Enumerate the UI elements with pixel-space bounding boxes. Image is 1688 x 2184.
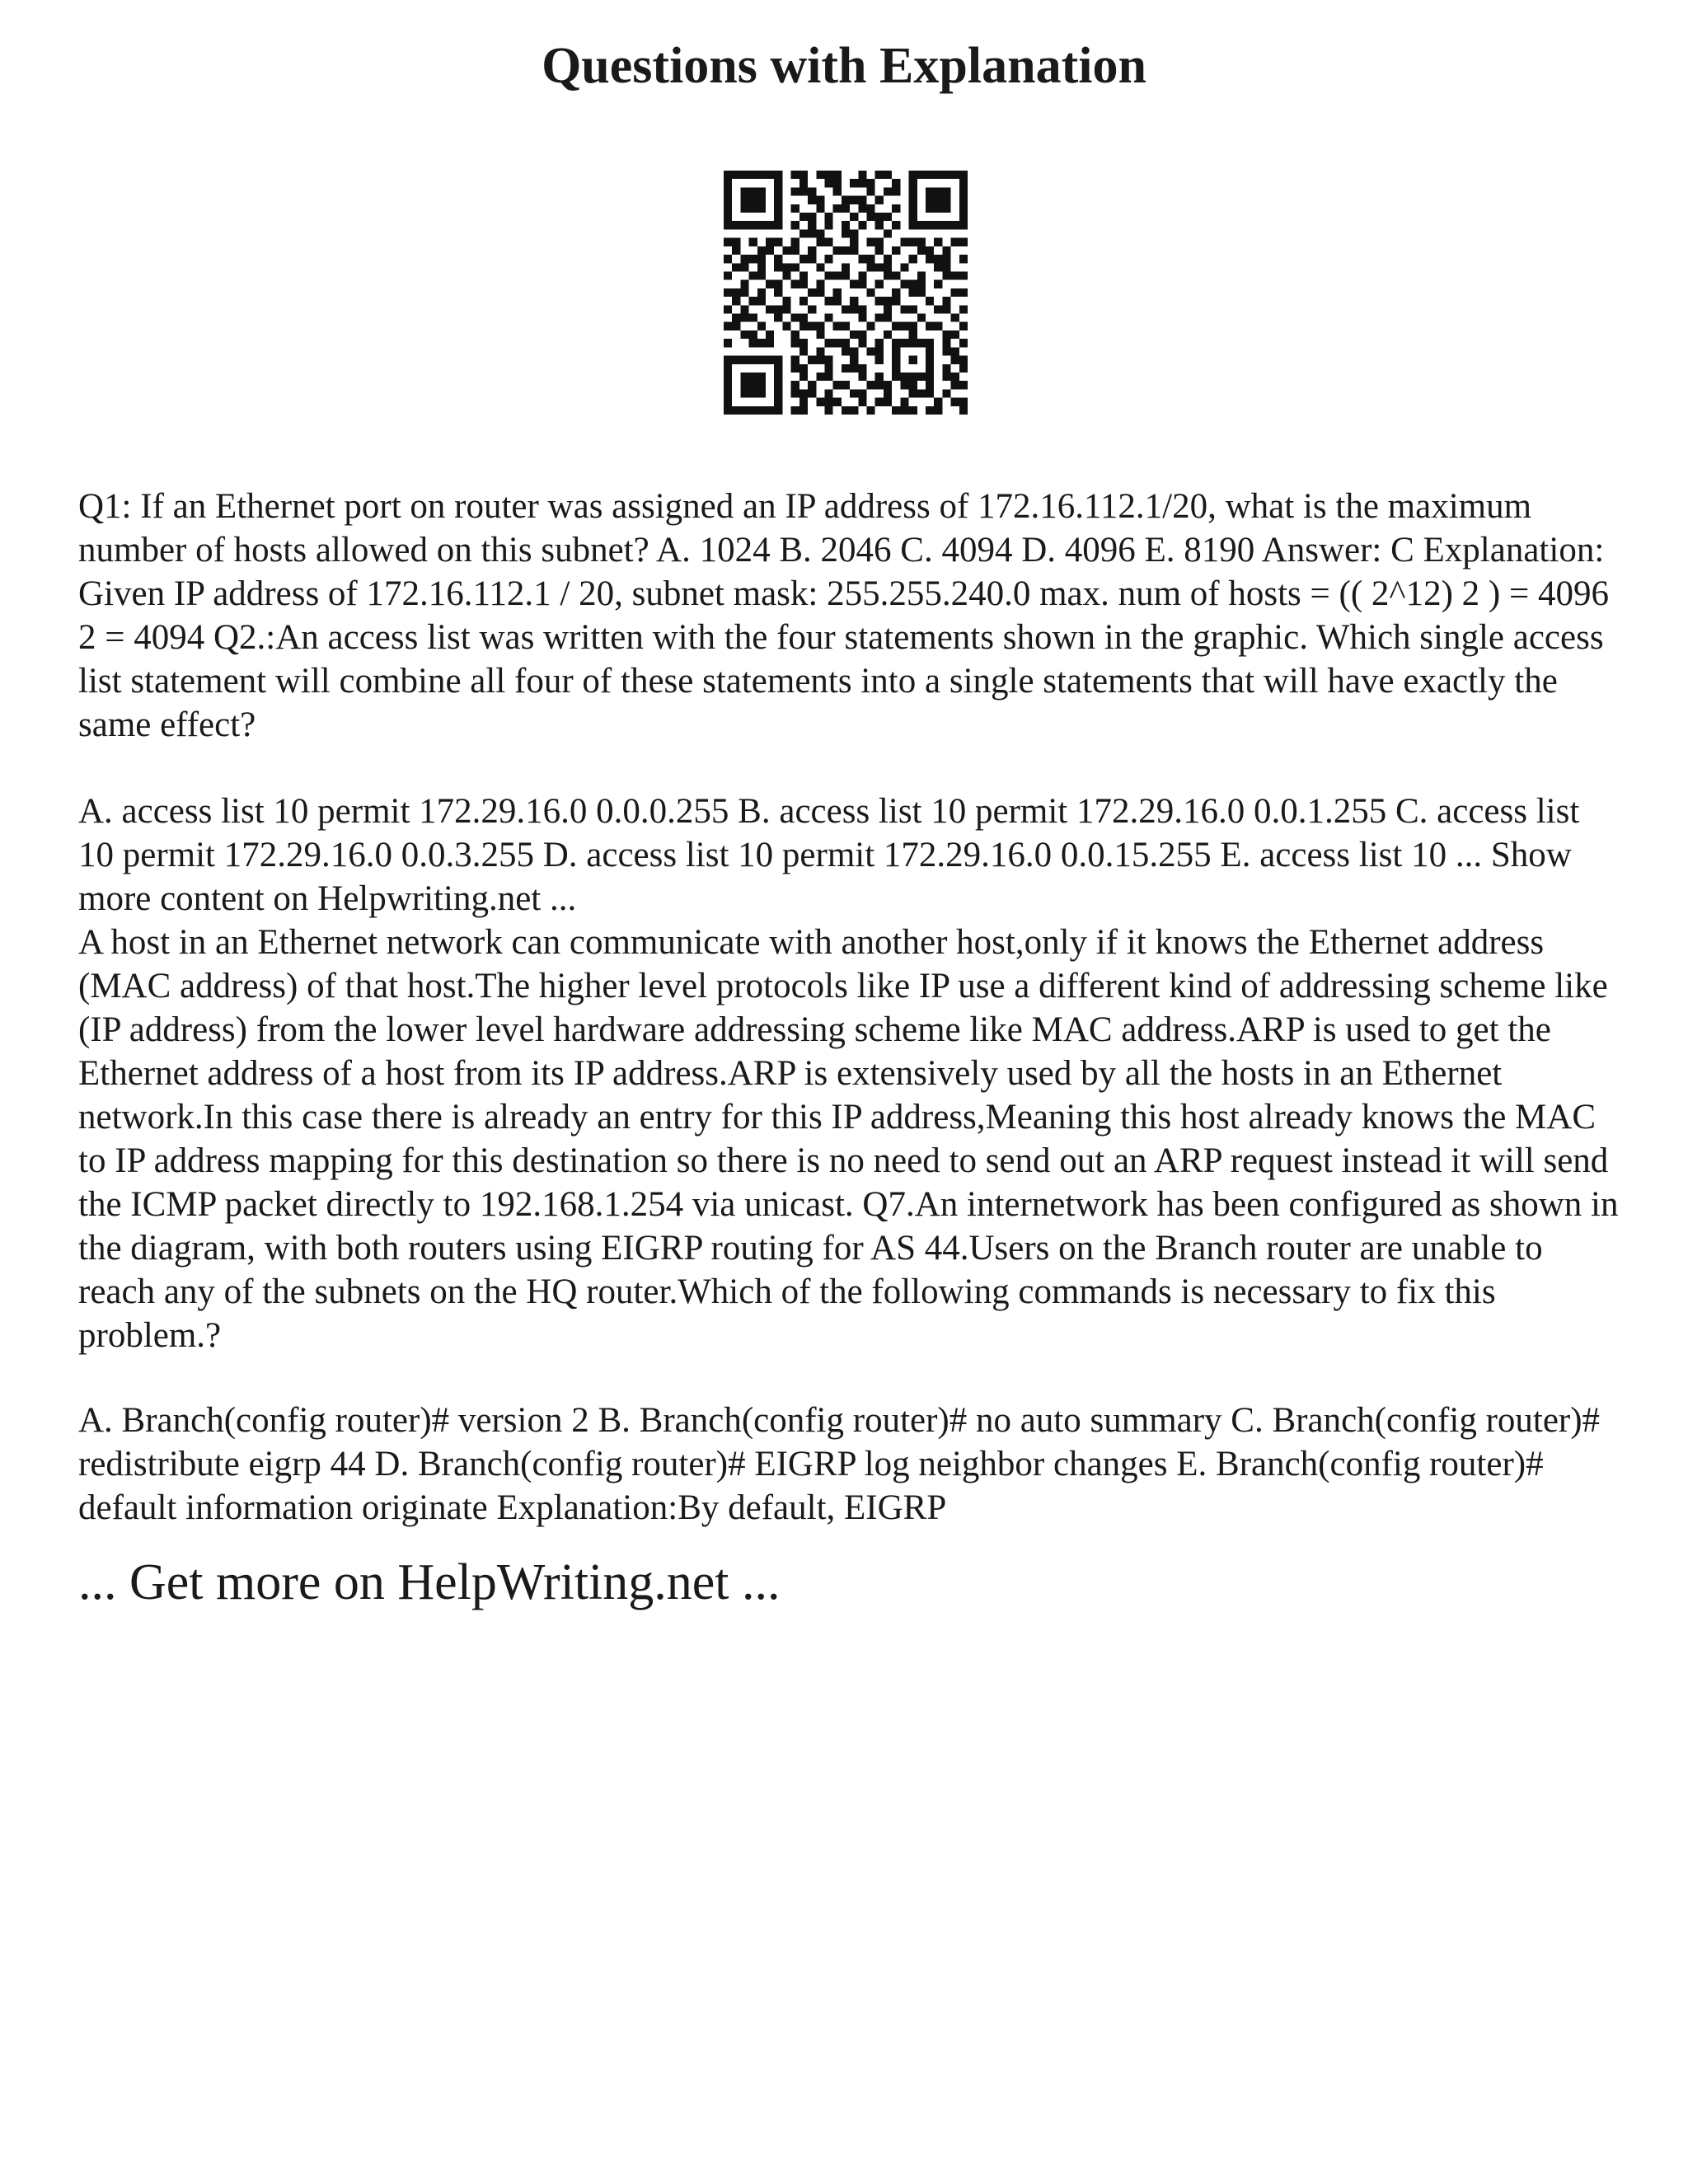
get-more-link[interactable]: ... Get more on HelpWriting.net ... [78, 1554, 781, 1610]
paragraph-q2-options: A. access list 10 permit 172.29.16.0 0.0.0.255 B. access list 10 permit 172.29.16.0 0.0.1.255 C. access list 10 permit 172.29.16.0 0.0.3.255 D. access list 10 permit 172.29.16.0 0.0.15.255 E. access list 10 ... Show more content on Helpwriting.net ... [78, 792, 1580, 918]
paragraph-arp-q7: A host in an Ethernet network can communicate with another host,only if it knows the Ethernet address (MAC address) of that host.The higher level protocols like IP use a different kind of addressing scheme like (IP address) from the lower level hardware addressing scheme like MAC address.ARP is used to get the Ethernet address of a host from its IP address.ARP is extensively used by all the hosts in an Ethernet network.In this case there is already an entry for this IP address,Meaning this host already knows the MAC to IP address mapping for this destination so there is no need to send out an ARP request instead it will send the ICMP packet directly to 192.168.1.254 via unicast. Q7.An internetwork has been configured as shown in the diagram, with both routers using EIGRP routing for AS 44.Users on the Branch router are unable to reach any of the subnets on the HQ router.Which of the following commands is necessary to fix this problem.? [78, 923, 1619, 1355]
paragraph-q7-options: A. Branch(config router)# version 2 B. Branch(config router)# no auto summary C. Branch(config router)# redistribute eigrp 44 D. Branch(config router)# EIGRP log neighbor changes E. Branch(config router)# default information originate Explanation:By default, EIGRP [78, 1401, 1601, 1527]
qr-code-icon [724, 171, 968, 415]
document-title: Questions with Explanation [542, 38, 1146, 94]
paragraph-q1-q2: Q1: If an Ethernet port on router was assigned an IP address of 172.16.112.1/20, what is the maximum number of hosts allowed on this subnet? A. 1024 B. 2046 C. 4094 D. 4096 E. 8190 Answer: C Explanation: Given IP address of 172.16.112.1 / 20, subnet mask: 255.255.240.0 max. num of hosts = (( 2^12) 2 ) = 4096 2 = 4094 Q2.:An access list was written with the four statements shown in the graphic. Which single access list statement will combine all four of these statements into a single statements that will have exactly the same effect? [78, 487, 1609, 744]
